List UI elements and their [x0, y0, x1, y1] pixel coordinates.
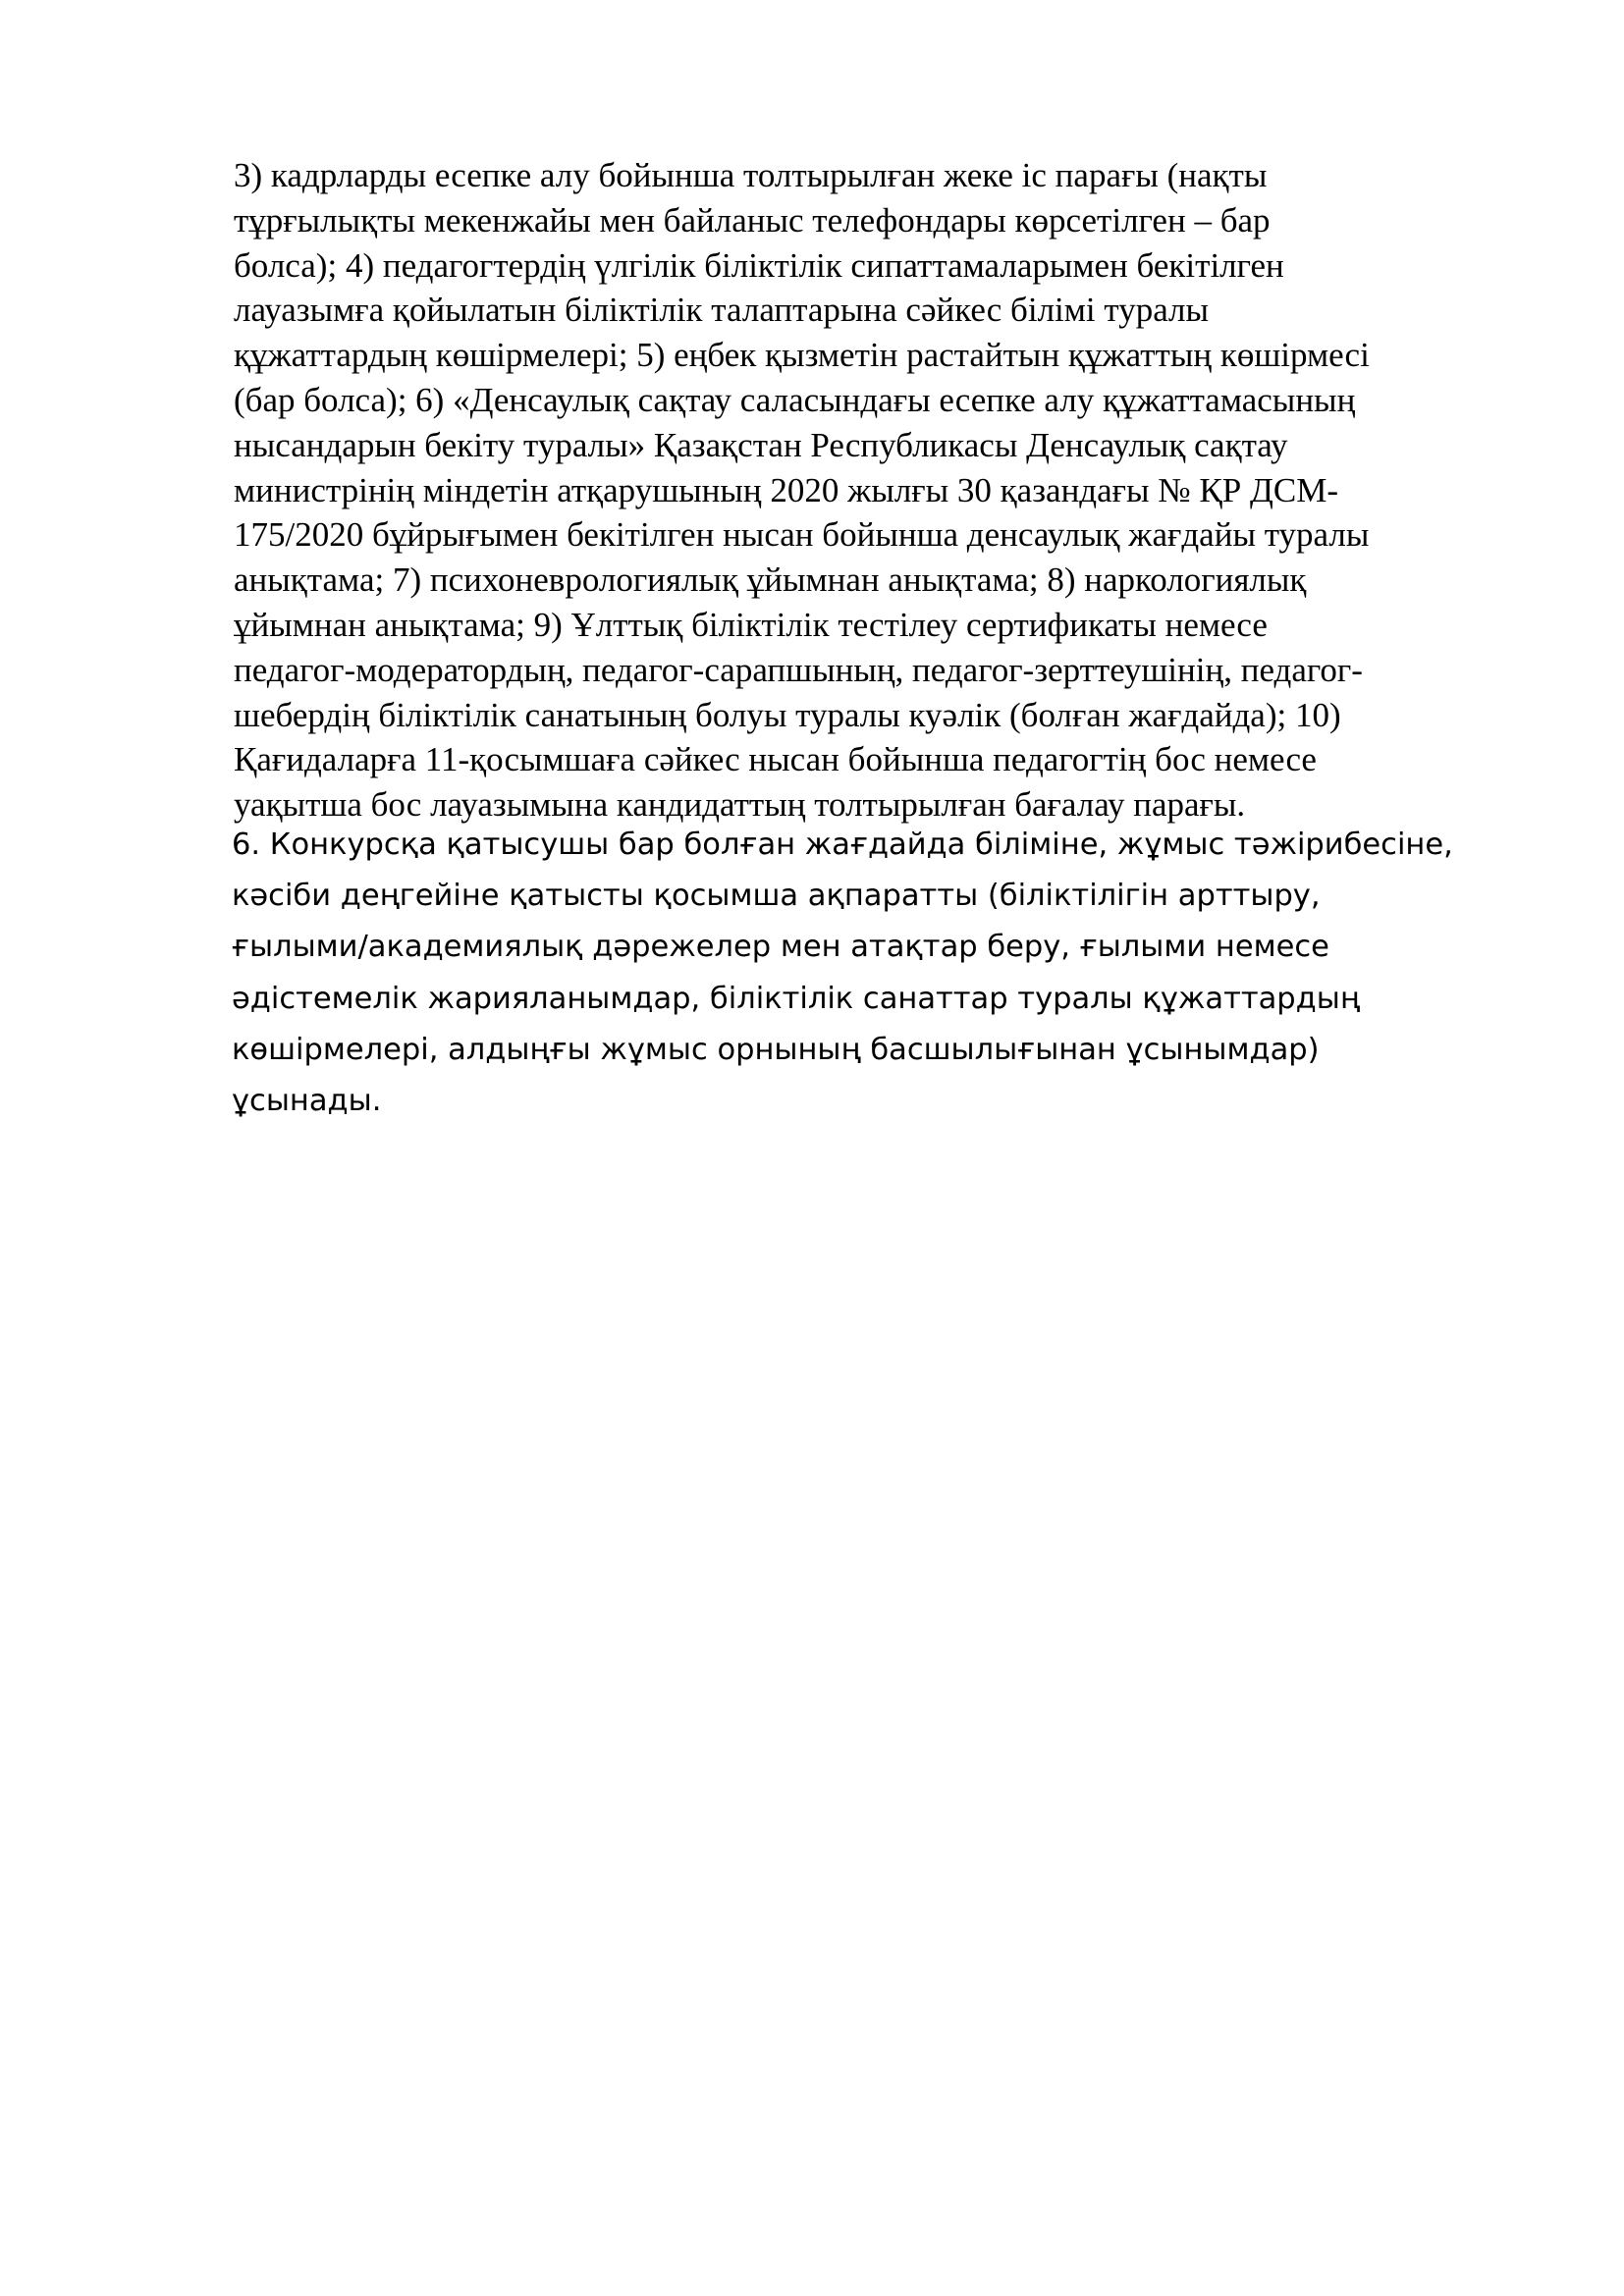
- text-line: 6. Конкурсқа қатысушы бар болған жағдайда біліміне, жұмыс тәжірибесіне,: [232, 828, 1453, 862]
- text-line: нысандарын бекіту туралы» Қазақстан Республикасы Денсаулық сақтау: [234, 425, 1288, 464]
- text-line: көшірмелері, алдыңғы жұмыс орнының басшылығынан ұсынымдар): [232, 1032, 1320, 1067]
- text-line: ұсынады.: [232, 1084, 382, 1119]
- text-line: кәсіби деңгейіне қатысты қосымша ақпаратты (біліктілігін арттыру,: [232, 879, 1321, 914]
- document-paragraph-items-3-10: [234, 153, 1540, 828]
- text-line: педагог-модератордың, педагог-сарапшының, педагог-зерттеушінің, педагог-: [234, 650, 1363, 689]
- text-line: уақытша бос лауазымына кандидаттың толтырылған бағалау парағы.: [234, 785, 1246, 825]
- text-line: (бар болса); 6) «Денсаулық сақтау саласындағы есепке алу құжаттамасының: [234, 380, 1356, 419]
- text-line: анықтама; 7) психоневрологиялық ұйымнан анықтама; 8) наркологиялық: [234, 561, 1307, 600]
- text-line: Қағидаларға 11-қосымшаға сәйкес нысан бойынша педагогтің бос немесе: [234, 740, 1317, 779]
- text-line: ұйымнан анықтама; 9) Ұлттық біліктілік тестілеу сертификаты немесе: [234, 605, 1268, 644]
- text-line: шебердің біліктілік санатының болуы туралы куәлік (болған жағдайда); 10): [234, 695, 1341, 734]
- text-line: әдістемелік жарияланымдар, біліктілік санаттар туралы құжаттардың: [232, 981, 1360, 1016]
- text-line: болса); 4) педагогтердің үлгілік біліктілік сипаттамаларымен бекітілген: [234, 245, 1284, 285]
- text-line: лауазымға қойылатын біліктілік талаптарына сәйкес білімі туралы: [234, 291, 1210, 330]
- text-line: 3) кадрларды есепке алу бойынша толтырылған жеке іс парағы (нақты: [234, 156, 1268, 194]
- text-line: 175/2020 бұйрығымен бекітілген нысан бойынша денсаулық жағдайы туралы: [234, 515, 1370, 555]
- document-paragraph-6: [232, 820, 1538, 1127]
- text-line: тұрғылықты мекенжайы мен байланыс телефондары көрсетілген – бар: [234, 200, 1271, 240]
- text-line: ғылыми/академиялық дәрежелер мен атақтар беру, ғылыми немесе: [232, 930, 1329, 965]
- text-line: министрінің міндетін атқарушының 2020 жылғы 30 қазандағы № ҚР ДСМ-: [234, 470, 1338, 509]
- text-line: құжаттардың көшірмелері; 5) еңбек қызметін растайтын құжаттың көшірмесі: [234, 336, 1370, 375]
